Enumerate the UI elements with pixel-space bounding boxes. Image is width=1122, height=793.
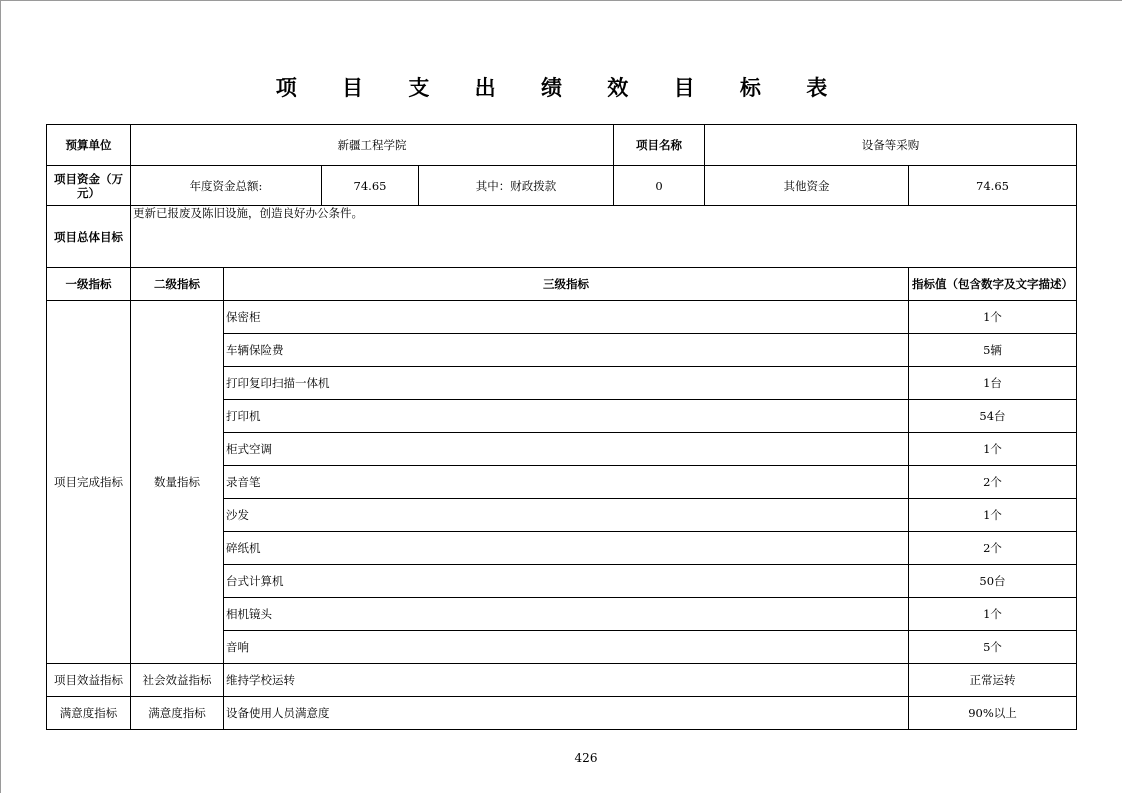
indicator-value: 1个 [909, 433, 1077, 466]
indicator-value: 50台 [909, 565, 1077, 598]
column-header-row [47, 268, 1077, 301]
goal-label: 项目总体目标 [47, 206, 131, 268]
project-name-label: 项目名称 [614, 125, 705, 166]
unit-value: 新疆工程学院 [131, 125, 614, 166]
indicator-value: 1台 [909, 367, 1077, 400]
indicator-name: 录音笔 [224, 466, 909, 499]
completion-level1: 项目完成指标 [47, 301, 131, 664]
indicator-name: 打印机 [224, 400, 909, 433]
indicator-name: 柜式空调 [224, 433, 909, 466]
unit-label: 预算单位 [47, 125, 131, 166]
page-title: 项 目 支 出 绩 效 目 标 表 [275, 75, 847, 100]
header-row [47, 125, 1077, 166]
satisfaction-row [47, 697, 1077, 730]
funds-other-value: 74.65 [909, 166, 1077, 206]
indicator-value: 1个 [909, 598, 1077, 631]
satisfaction-indicator-name: 设备使用人员满意度 [224, 697, 909, 730]
completion-level2: 数量指标 [131, 301, 224, 664]
indicator-value: 1个 [909, 499, 1077, 532]
funds-other-label: 其他资金 [705, 166, 909, 206]
satisfaction-indicator-value: 90%以上 [909, 697, 1077, 730]
satisfaction-level1: 满意度指标 [47, 697, 131, 730]
indicator-value: 5辆 [909, 334, 1077, 367]
col-level1: 一级指标 [47, 268, 131, 301]
satisfaction-level2: 满意度指标 [131, 697, 224, 730]
indicator-value: 1个 [909, 301, 1077, 334]
page-frame-left [0, 0, 1, 793]
indicator-name: 碎纸机 [224, 532, 909, 565]
indicator-name: 相机镜头 [224, 598, 909, 631]
benefit-indicator-value: 正常运转 [909, 664, 1077, 697]
indicator-value: 2个 [909, 532, 1077, 565]
goal-text: 更新已报废及陈旧设施，创造良好办公条件。 [131, 206, 1077, 268]
benefit-level2: 社会效益指标 [131, 664, 224, 697]
indicator-name: 保密柜 [224, 301, 909, 334]
project-name-value: 设备等采购 [705, 125, 1077, 166]
col-level3: 三级指标 [224, 268, 909, 301]
performance-table [46, 124, 1077, 730]
indicator-name: 车辆保险费 [224, 334, 909, 367]
table-row [47, 301, 1077, 334]
indicator-value: 54台 [909, 400, 1077, 433]
page-frame-top [0, 0, 1122, 1]
benefit-indicator-name: 维持学校运转 [224, 664, 909, 697]
indicator-name: 打印复印扫描一体机 [224, 367, 909, 400]
funds-total-label: 年度资金总额: [131, 166, 322, 206]
col-level2: 二级指标 [131, 268, 224, 301]
indicator-value: 5个 [909, 631, 1077, 664]
funds-label: 项目资金（万元） [47, 166, 131, 206]
col-value: 指标值（包含数字及文字描述） [909, 268, 1077, 301]
page-number: 426 [574, 751, 598, 765]
indicator-name: 音响 [224, 631, 909, 664]
indicator-name: 沙发 [224, 499, 909, 532]
funds-fiscal-label: 其中：财政拨款 [419, 166, 614, 206]
indicator-name: 台式计算机 [224, 565, 909, 598]
indicator-value: 2个 [909, 466, 1077, 499]
goal-row [47, 206, 1077, 268]
funds-row [47, 166, 1077, 206]
benefit-level1: 项目效益指标 [47, 664, 131, 697]
benefit-row [47, 664, 1077, 697]
funds-total-value: 74.65 [322, 166, 419, 206]
funds-fiscal-value: 0 [614, 166, 705, 206]
